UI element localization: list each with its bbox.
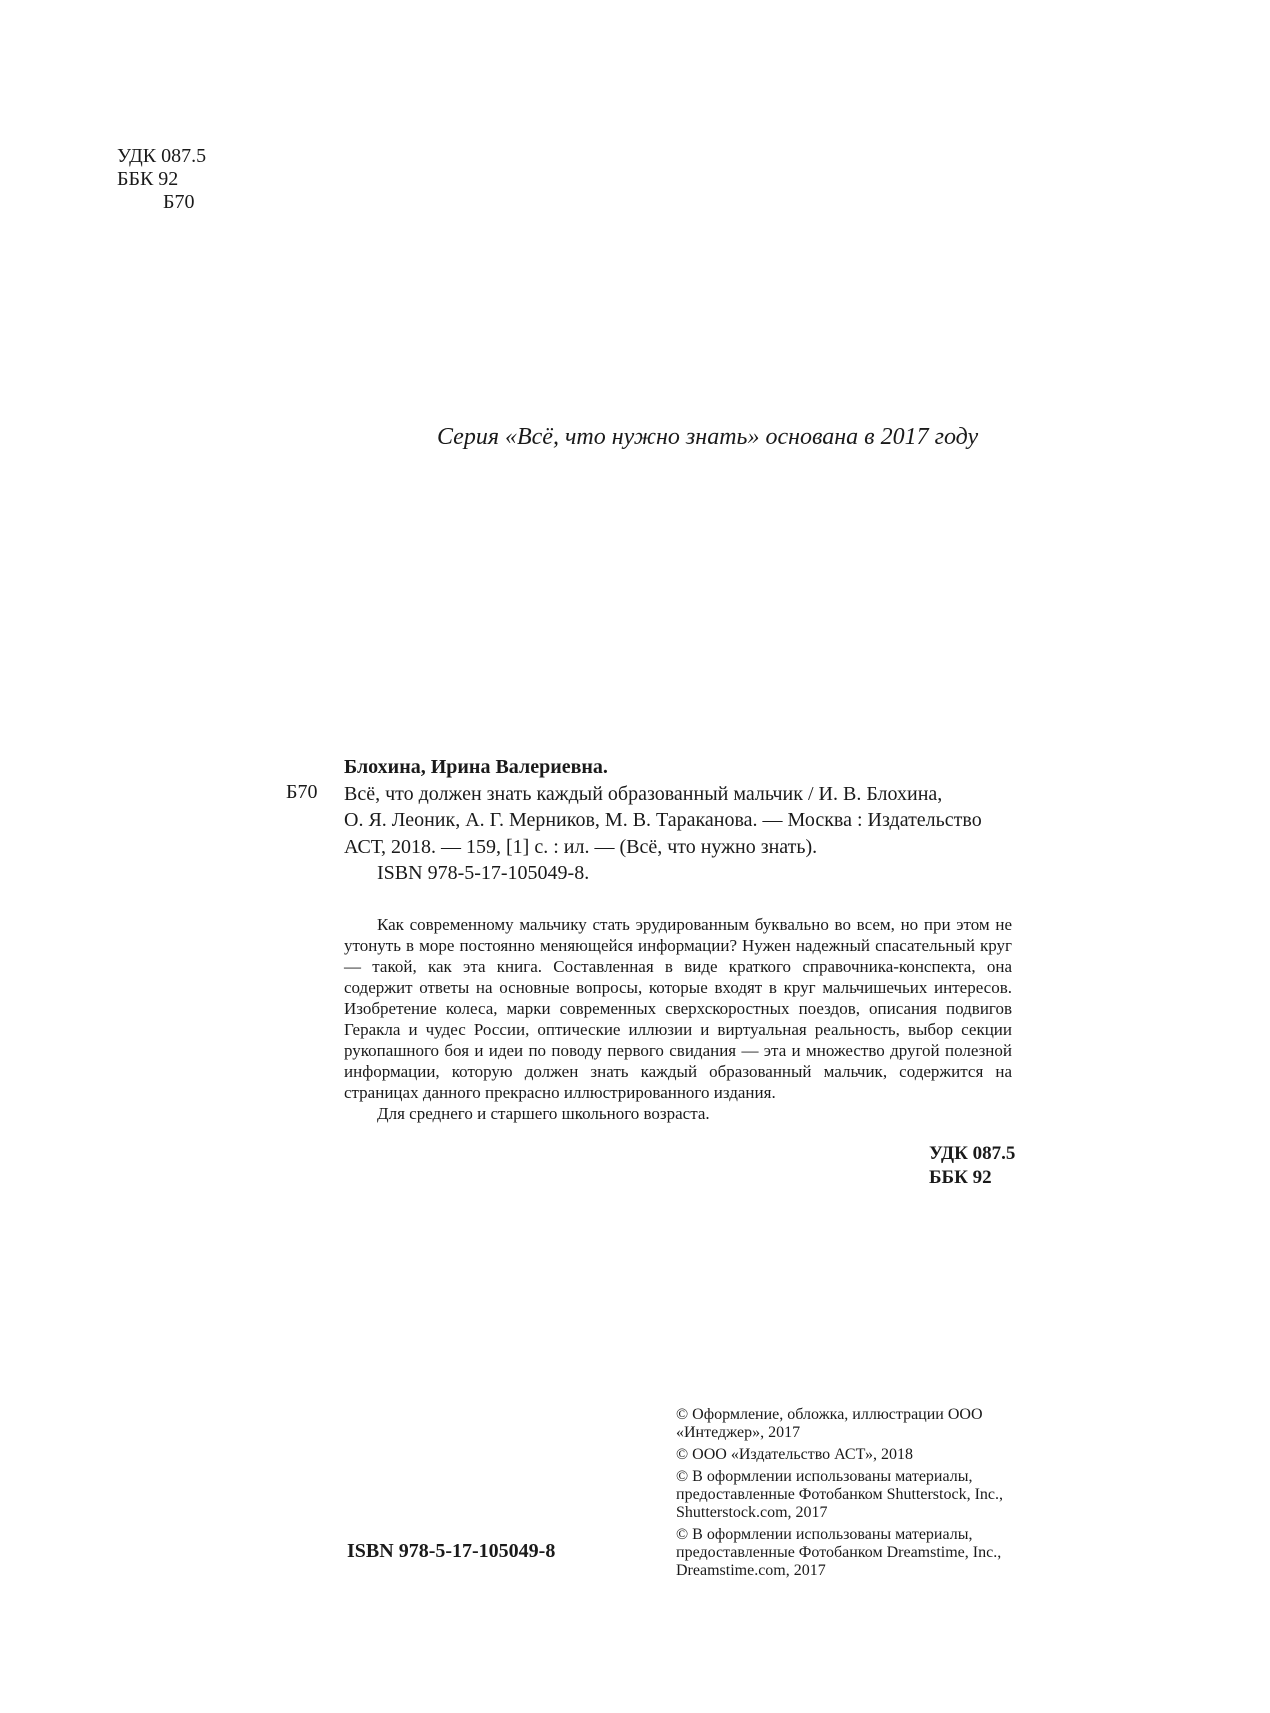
- classification-bottom: [929, 1142, 1015, 1190]
- bbk-code: ББК 92: [117, 168, 179, 190]
- author-sign: Б70: [163, 191, 195, 213]
- bibliographic-record: [344, 754, 1012, 887]
- series-note: Серия «Всё, что нужно знать» основана в 2017 году: [437, 424, 979, 450]
- copyright-block: [676, 1406, 1036, 1584]
- isbn-bottom: ISBN 978-5-17-105049-8: [347, 1540, 556, 1562]
- bbk-code-bottom: ББК 92: [929, 1167, 992, 1188]
- annotation-paragraph: Как современному мальчику стать эрудированным буквально во всем, но при этом не утонуть в море постоянно меняющейся информации? Нужен надежный спасательный круг — такой, как эта книга. Составленная в виде краткого справочника-конспекта, она содержит ответы на основные вопросы, которые входят в круг мальчишечьих интересов. Изобретение колеса, марки современных сверхскоростных поездов, описания подвигов Геракла и чудес России, оптические иллюзии и виртуальная реальность, выбор секции рукопашного боя и идеи по поводу первого свидания — эта и множество другой полезной информации, которую должен знать каждый образованный мальчик, содержится на страницах данного прекрасно иллюстрированного издания.: [344, 915, 1012, 1102]
- annotation: [344, 914, 1012, 1124]
- copyright-item: © В оформлении использованы материалы, предоставленные Фотобанком Dreamstime, Inc., Dreamstime.com, 2017: [676, 1526, 1002, 1579]
- biblio-line-3: АСТ, 2018. — 159, [1] с. : ил. — (Всё, что нужно знать).: [344, 835, 818, 858]
- udk-code-bottom: УДК 087.5: [929, 1143, 1016, 1164]
- biblio-line-2: О. Я. Леоник, А. Г. Мерников, М. В. Тараканова. — Москва : Издательство: [344, 809, 982, 831]
- classification-top: [117, 145, 206, 214]
- biblio-author-sign: Б70: [286, 781, 318, 803]
- copyright-item: © ООО «Издательство АСТ», 2018: [676, 1446, 913, 1463]
- biblio-author: Блохина, Ирина Валериевна.: [344, 756, 608, 778]
- biblio-isbn: ISBN 978-5-17-105049-8.: [377, 862, 590, 884]
- copyright-item: © В оформлении использованы материалы, предоставленные Фотобанком Shutterstock, Inc., Shutterstock.com, 2017: [676, 1468, 1004, 1521]
- udk-code: УДК 087.5: [117, 145, 207, 167]
- annotation-age: Для среднего и старшего школьного возраста.: [377, 1104, 710, 1123]
- biblio-line-1: Всё, что должен знать каждый образованный мальчик / И. В. Блохина,: [344, 782, 943, 805]
- copyright-item: © Оформление, обложка, иллюстрации ООО «Интеджер», 2017: [676, 1406, 983, 1441]
